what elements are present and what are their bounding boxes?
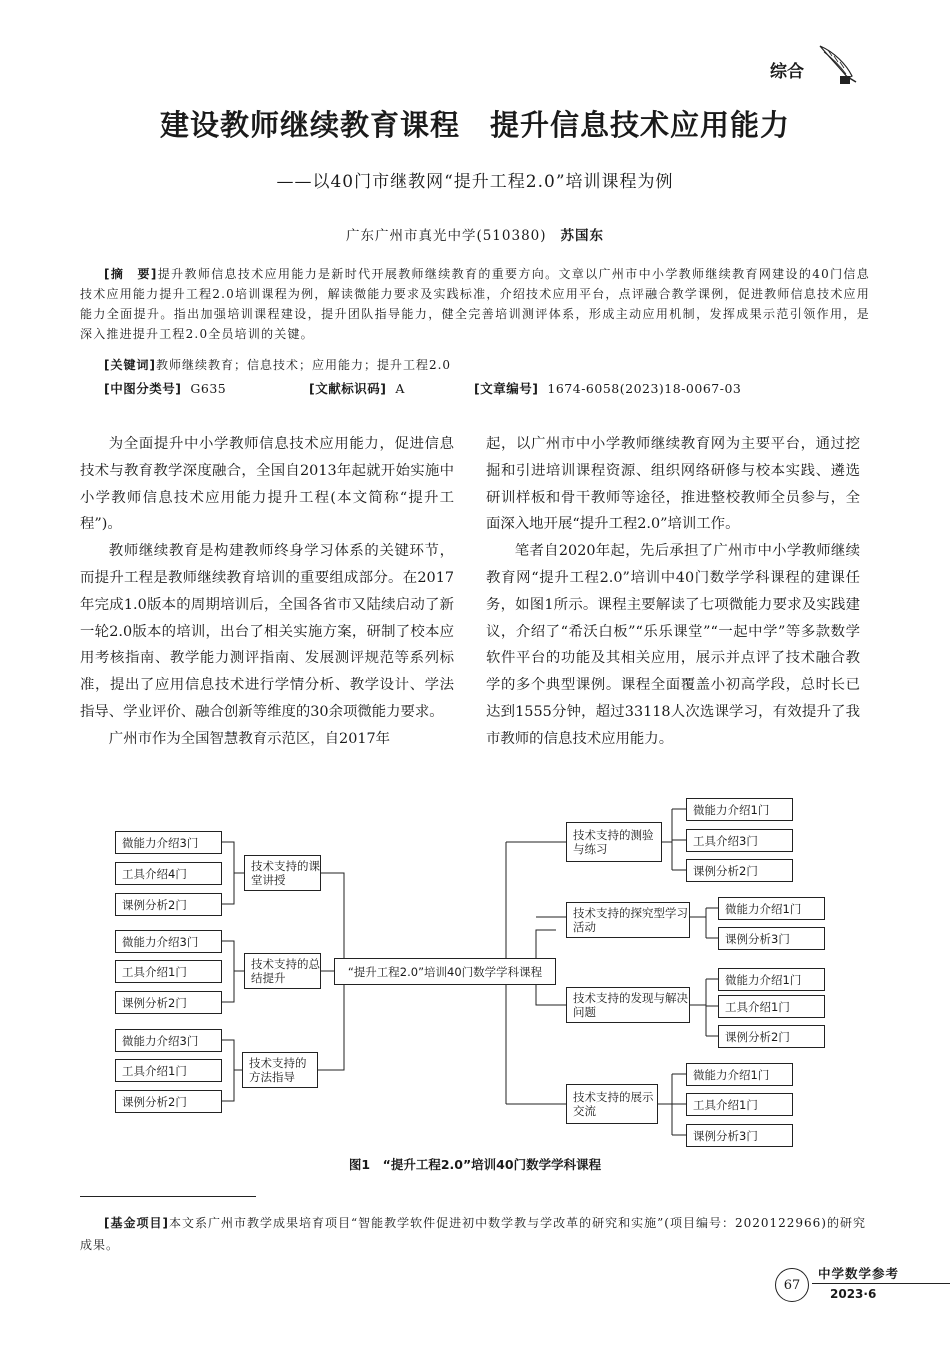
abstract-text: 提升教师信息技术应用能力是新时代开展教师继续教育的重要方向。文章以广州市中小学教师继续教育网建设的40门信息技术应用能力提升工程2.0培训课程为例，解读微能力要求及实践标准，介绍技术应用平台，点评融合教学课例，促进教师信息技术应用能力全面提升。指出加强培训课程建设，提升团队指导能力，健全完善培训测评体系，形成主动应用机制，发挥成果示范引领作用，是深入推进提升工程2.0全员培训的关键。 <box>80 267 870 341</box>
funding-label: [基金项目] <box>104 1216 169 1230</box>
figure-leaf-box: 微能力介绍3门 <box>115 1029 222 1052</box>
figure-category-box: 技术支持的测验与练习 <box>566 822 662 862</box>
figure-leaf-box: 微能力介绍3门 <box>115 831 222 854</box>
figure-leaf-box: 工具介绍1门 <box>718 995 825 1018</box>
body-paragraph: 教师继续教育是构建教师终身学习体系的关键环节，而提升工程是教师继续教育培训的重要组成部分。在2017年完成1.0版本的周期培训后，全国各省市又陆续启动了新一轮2.0版本的培训，出台了相关实施方案，研制了校本应用考核指南、教学能力测评指南、发展测评规范等系列标准，提出了应用信息技术进行学情分析、教学设计、学法指导、学业评价、融合创新等维度的30余项微能力要求。 <box>80 543 454 720</box>
figure-leaf-box: 微能力介绍3门 <box>115 930 222 953</box>
figure-category-box: 技术支持的探究型学习活动 <box>566 902 690 938</box>
funding-text: 本文系广州市教学成果培育项目“智能教学软件促进初中数学教与学改革的研究和实施”(项目编号：2020122966)的研究成果。 <box>80 1216 866 1252</box>
article-no-label: [文章编号] <box>474 381 539 396</box>
issue-date: 2023·6 <box>830 1287 877 1301</box>
doc-label: [文献标识码] <box>309 381 387 396</box>
figure-leaf-box: 工具介绍4门 <box>115 862 222 885</box>
figure-leaf-box: 微能力介绍1门 <box>686 1063 793 1086</box>
clc-value: G635 <box>190 381 227 396</box>
figure-category-box: 技术支持的总结提升 <box>244 953 321 989</box>
body-paragraph: 为全面提升中小学教师信息技术应用能力，促进信息技术与教育教学深度融合，全国自2013年起就开始实施中小学教师信息技术应用能力提升工程(本文简称“提升工程”)。 <box>80 436 454 533</box>
body-paragraph: 广州市作为全国智慧教育示范区，自2017年 <box>108 730 391 747</box>
author-affiliation: 广东广州市真光中学(510380) <box>345 228 547 244</box>
figure-leaf-box: 工具介绍1门 <box>686 1093 793 1116</box>
figure-leaf-box: 课例分析3门 <box>686 1124 793 1147</box>
article-no-value: 1674-6058(2023)18-0067-03 <box>547 381 742 396</box>
figure-category-box: 技术支持的展示交流 <box>566 1084 658 1124</box>
figure-leaf-box: 工具介绍1门 <box>115 1059 222 1082</box>
journal-name: 中学数学参考 <box>818 1266 900 1281</box>
figure-leaf-box: 课例分析3门 <box>718 927 825 950</box>
figure-center-box: “提升工程2.0”培训40门数学学科课程 <box>334 958 556 985</box>
figure-leaf-box: 工具介绍1门 <box>115 960 222 983</box>
figure-leaf-box: 课例分析2门 <box>686 859 793 882</box>
figure-category-box: 技术支持的发现与解决问题 <box>566 987 690 1023</box>
funding-footnote <box>80 1212 870 1256</box>
figure-leaf-box: 课例分析2门 <box>115 893 222 916</box>
figure-leaf-box: 课例分析2门 <box>115 991 222 1014</box>
page-number: 67 <box>775 1268 809 1302</box>
keywords-text: 教师继续教育；信息技术；应用能力；提升工程2.0 <box>155 358 452 372</box>
article-title: 建设教师继续教育课程 提升信息技术应用能力 <box>159 108 790 142</box>
body-paragraph: 笔者自2020年起，先后承担了广州市中小学教师继续教育网“提升工程2.0”培训中40门数学学科课程的建课任务，如图1所示。课程主要解读了七项微能力要求及实践建议，介绍了“希沃白板”“乐乐课堂”“一起中学”等多款数学软件平台的功能及其相关应用，展示并点评了技术融合教学的多个典型课例。课程全面覆盖小初高学段，总时长已达到1555分钟，超过33118人次选课学习，有效提升了我市教师的信息技术应用能力。 <box>486 543 860 747</box>
figure-leaf-box: 微能力介绍1门 <box>718 897 825 920</box>
figure-caption: 图1 “提升工程2.0”培训40门数学学科课程 <box>348 1157 602 1172</box>
figure-leaf-box: 课例分析2门 <box>718 1025 825 1048</box>
section-label: 综合 <box>770 62 804 82</box>
author-name: 苏国东 <box>560 228 605 244</box>
figure-leaf-box: 微能力介绍1门 <box>686 798 793 821</box>
keywords-label: [关键词] <box>104 358 156 372</box>
footer-rule <box>812 1283 950 1284</box>
footnote-divider <box>80 1196 256 1197</box>
article-subtitle: ——以40门市继教网“提升工程2.0”培训课程为例 <box>276 172 674 192</box>
body-paragraph: 起，以广州市中小学教师继续教育网为主要平台，通过挖掘和引进培训课程资源、组织网络研修与校本实践、遴选研训样板和骨干教师等途径，推进整校教师全员参与，全面深入地开展“提升工程2.0”培训工作。 <box>486 436 860 533</box>
abstract-label: [摘 要] <box>104 267 158 281</box>
figure-leaf-box: 课例分析2门 <box>115 1090 222 1113</box>
doc-value: A <box>395 381 405 396</box>
figure-leaf-box: 微能力介绍1门 <box>718 968 825 991</box>
figure-category-box: 技术支持的方法指导 <box>242 1052 318 1088</box>
figure-category-box: 技术支持的课堂讲授 <box>244 855 321 891</box>
clc-label: [中图分类号] <box>104 381 182 396</box>
figure-leaf-box: 工具介绍3门 <box>686 829 793 852</box>
